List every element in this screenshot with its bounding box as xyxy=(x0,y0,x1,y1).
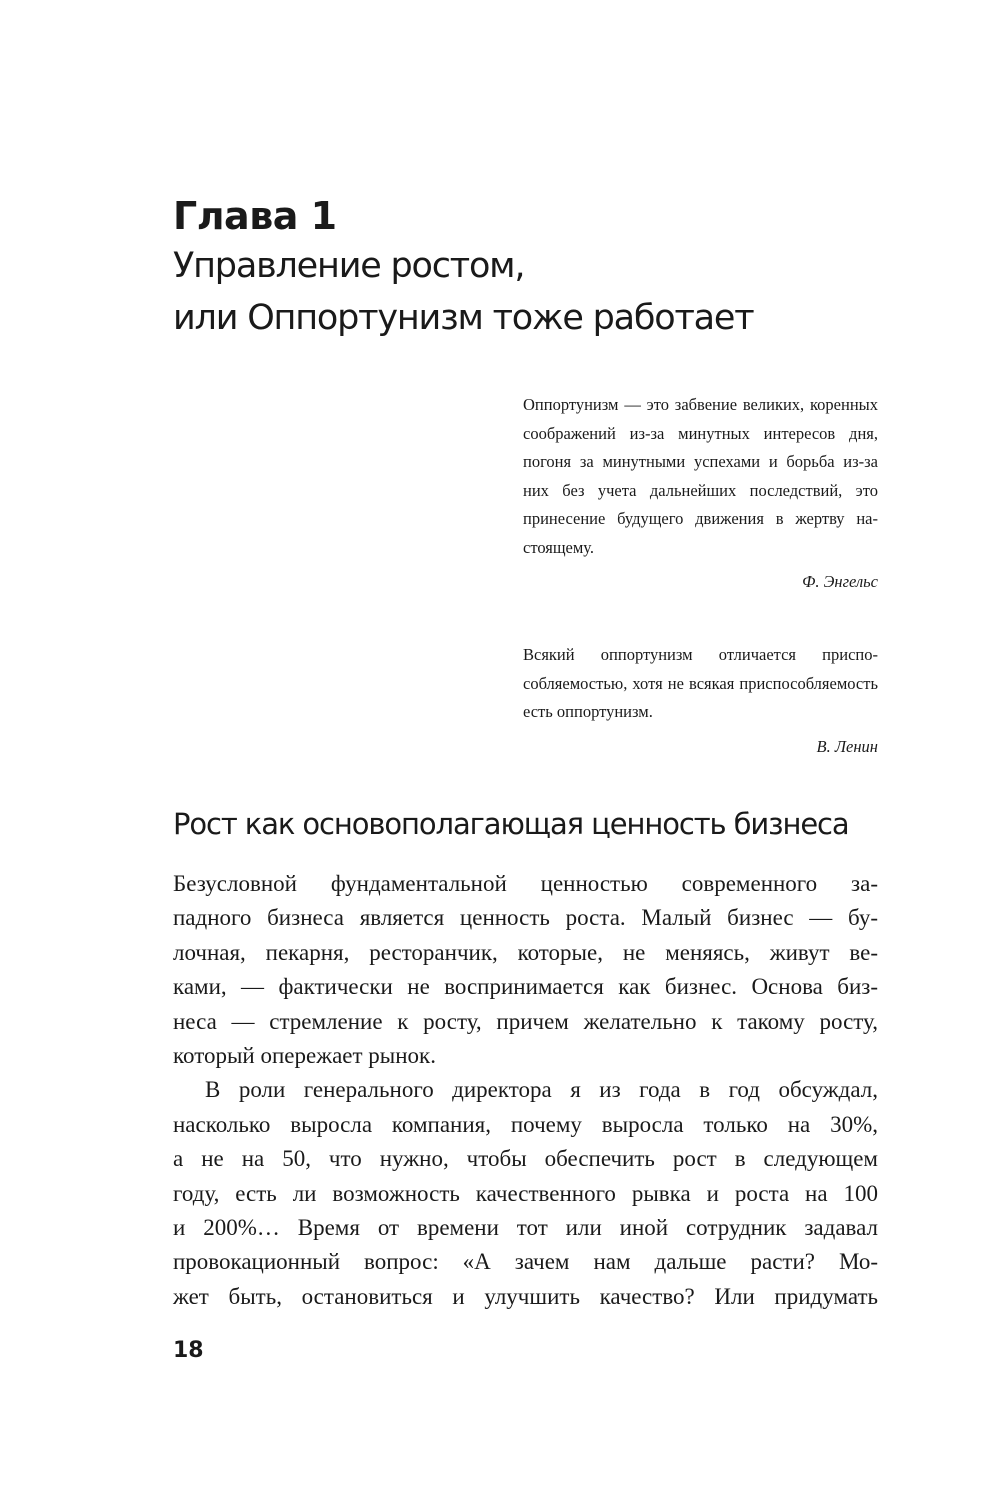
epigraph-author: В. Ленин xyxy=(816,736,878,756)
chapter-label: Глава 1 xyxy=(173,194,337,238)
text-line: насколько выросла компания, почему выросла только на 30%, xyxy=(173,1111,878,1137)
epigraph-engels xyxy=(523,391,878,597)
text-line: жет быть, остановиться и улучшить качество? Или придумать xyxy=(173,1283,878,1309)
paragraph-2 xyxy=(173,1073,878,1314)
text-line: а не на 50, что нужно, чтобы обеспечить рост в следующем xyxy=(173,1146,878,1172)
chapter-title-line-1: Управление ростом, xyxy=(173,246,525,286)
text-line: Безусловной фундаментальной ценностью современного за- xyxy=(173,871,878,896)
epigraph-author: Ф. Энгельс xyxy=(802,572,878,591)
text-line: падного бизнеса является ценность роста. Малый бизнес — бу- xyxy=(173,905,878,931)
epigraph-lenin xyxy=(523,641,878,761)
epigraph-text: Всякий оппортунизм отличается приспособляемостью, хотя не всякая приспособляемость есть оппортунизм. xyxy=(523,645,878,721)
text-line: который опережает рынок. xyxy=(173,1043,436,1069)
body-text xyxy=(173,867,878,1314)
text-line: ками, — фактически не воспринимается как бизнес. Основа биз- xyxy=(173,974,878,1000)
text-line: и 200%… Время от времени тот или иной сотрудник задавал xyxy=(173,1215,878,1241)
chapter-heading xyxy=(173,192,933,344)
page-number: 18 xyxy=(173,1338,204,1363)
chapter-title-line-2: или Оппортунизм тоже работает xyxy=(173,298,754,338)
text-line: неса — стремление к росту, причем желательно к такому росту, xyxy=(173,1008,878,1034)
text-line: году, есть ли возможность качественного рывка и роста на 100 xyxy=(173,1180,878,1206)
paragraph-1 xyxy=(173,867,878,1073)
section-heading: Рост как основополагающая ценность бизнеса xyxy=(173,807,849,841)
epigraph-text: Оппортунизм — это забвение великих, коренных соображений из-за минутных интересов дня, погоня за минутными успехами и борьба из-за них без учета дальнейших последствий, это принесение будущего движения в жертву настоящему. xyxy=(523,395,878,557)
text-line: лочная, пекарня, ресторанчик, которые, не меняясь, живут ве- xyxy=(173,939,878,965)
text-line: В роли генерального директора я из года в год обсуждал, xyxy=(205,1077,878,1103)
text-line: провокационный вопрос: «А зачем нам дальше расти? Мо- xyxy=(173,1249,878,1275)
